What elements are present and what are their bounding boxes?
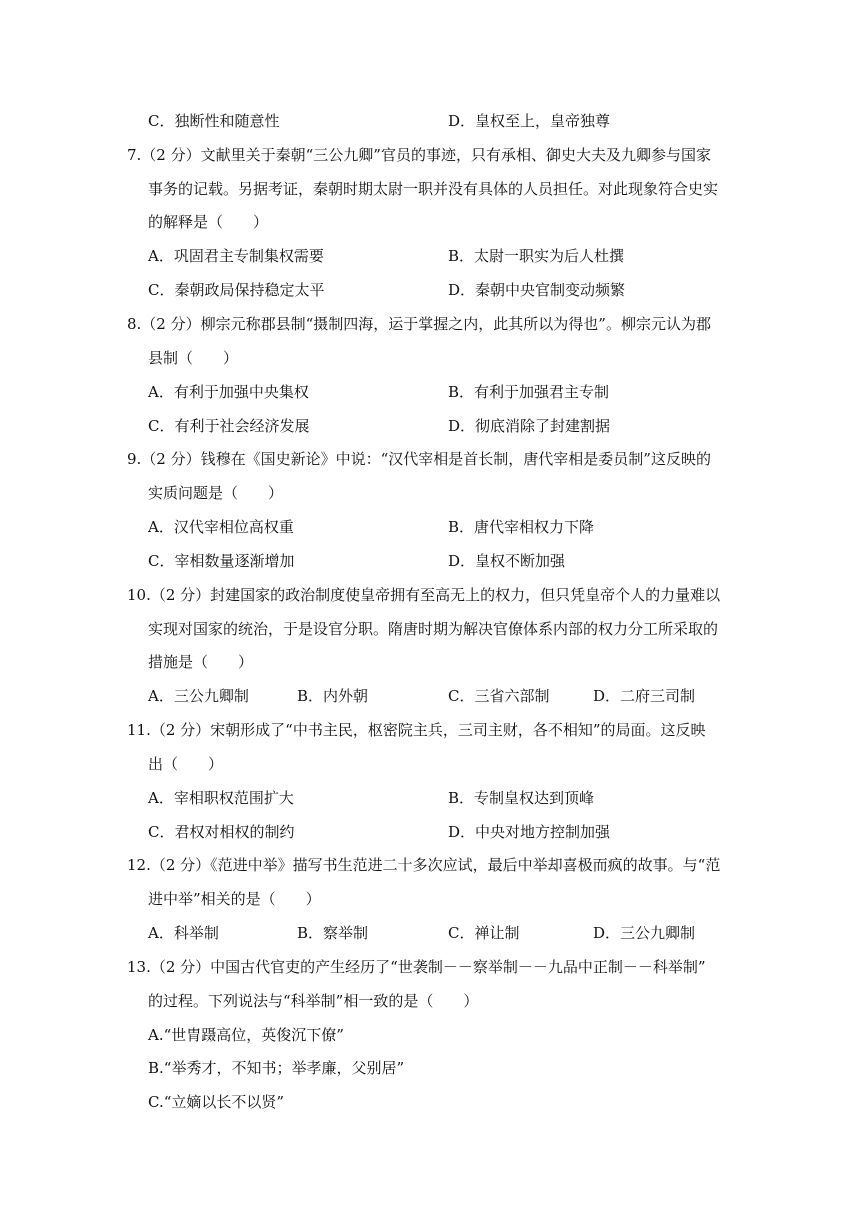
question-8-option-C: C．有利于社会经济发展 [148,417,310,435]
question-9-option-A: A．汉代宰相位高权重 [148,518,294,536]
question-9-option-C: C．宰相数量逐渐增加 [148,552,295,570]
question-13-option-A: A.“世胄蹑高位，英俊沉下僚” [148,1026,344,1044]
question-8-option-D: D．彻底消除了封建割据 [448,417,611,435]
question-11-stem-line-1: 11.（2 分）宋朝形成了“中书主民，枢密院主兵，三司主财，各不相知”的局面。这反映 [127,721,706,739]
question-8-stem-line-1: 8.（2 分）柳宗元称郡县制“摄制四海，运于掌握之内，此其所以为得也”。柳宗元认为郡 [127,315,711,333]
question-10-stem-line-1: 10.（2 分）封建国家的政治制度使皇帝拥有至高无上的权力，但只凭皇帝个人的力量难以 [127,586,721,604]
question-9-stem-line-1: 9.（2 分）钱穆在《国史新论》中说：“汉代宰相是首长制，唐代宰相是委员制”这反映的 [127,450,711,468]
question-9-option-D: D．皇权不断加强 [448,552,566,570]
question-7-option-C: C．秦朝政局保持稳定太平 [148,281,325,299]
question-11-option-A: A．宰相职权范围扩大 [148,789,294,807]
question-10-stem-line-3: 措施是（ ） [148,653,254,671]
question-10-option-B: B．内外朝 [297,687,369,705]
question-13-stem-line-1: 13.（2 分）中国古代官吏的产生经历了“世袭制－－察举制－－九品中正制－－科举制” [127,958,706,976]
question-8-stem-line-2: 县制（ ） [148,349,239,367]
question-12-stem-line-2: 进中举”相关的是（ ） [148,890,321,908]
question-7-stem-line-3: 的解释是（ ） [148,213,269,231]
question-10-option-D: D．二府三司制 [593,687,696,705]
question-12-stem-line-1: 12.（2 分）《范进中举》描写书生范进二十多次应试，最后中举却喜极而疯的故事。与“范 [127,856,721,874]
question-12-option-A: A．科举制 [148,924,219,942]
question-13-stem-line-2: 的过程。下列说法与“科举制”相一致的是（ ） [148,992,479,1010]
question-11-option-D: D．中央对地方控制加强 [448,823,611,841]
question-8-option-B: B．有利于加强君主专制 [448,383,610,401]
question-11-option-C: C．君权对相权的制约 [148,823,295,841]
question-12-option-C: C．禅让制 [448,924,520,942]
option-D: D．皇权至上，皇帝独尊 [448,112,611,130]
question-11-option-B: B．专制皇权达到顶峰 [448,789,595,807]
question-13-option-B: B.“举秀才，不知书；举孝廉，父别居” [148,1059,405,1077]
question-12-option-D: D．三公九卿制 [593,924,696,942]
question-10-option-A: A．三公九卿制 [148,687,249,705]
question-7-option-A: A．巩固君主专制集权需要 [148,247,324,265]
option-C: C．独断性和随意性 [148,112,280,130]
question-9-option-B: B．唐代宰相权力下降 [448,518,595,536]
question-10-option-C: C．三省六部制 [448,687,550,705]
question-11-stem-line-2: 出（ ） [148,755,224,773]
question-7-option-D: D．秦朝中央官制变动频繁 [448,281,626,299]
question-12-option-B: B．察举制 [297,924,369,942]
question-8-option-A: A．有利于加强中央集权 [148,383,309,401]
question-9-stem-line-2: 实质问题是（ ） [148,484,284,502]
question-10-stem-line-2: 实现对国家的统治，于是设官分职。隋唐时期为解决官僚体系内部的权力分工所采取的 [148,620,719,638]
question-7-stem-line-1: 7.（2 分）文献里关于秦朝“三公九卿”官员的事迹，只有承相、御史大夫及九卿参与国家 [127,146,711,164]
question-7-stem-line-2: 事务的记载。另据考证，秦朝时期太尉一职并没有具体的人员担任。对此现象符合史实 [148,180,719,198]
question-7-option-B: B．太尉一职实为后人杜撰 [448,247,625,265]
question-13-option-C: C.“立嫡以长不以贤” [148,1093,285,1111]
